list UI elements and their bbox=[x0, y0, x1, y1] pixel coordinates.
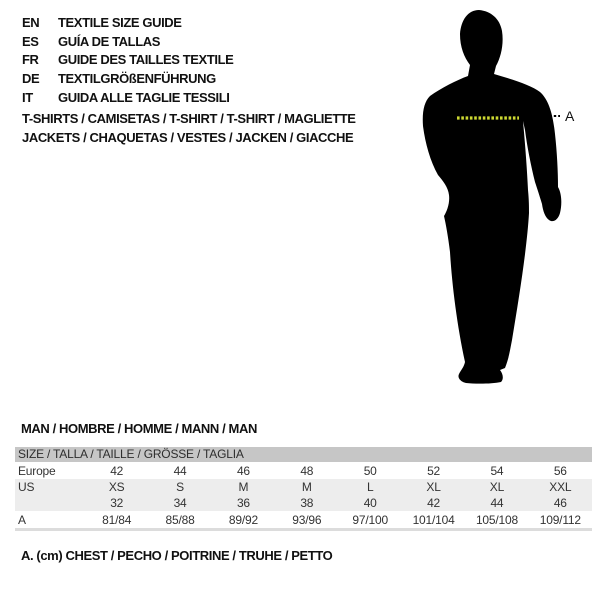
cell: 46 bbox=[553, 496, 567, 510]
table-row-chest bbox=[15, 511, 592, 528]
language-code: EN bbox=[22, 14, 40, 30]
figure-man bbox=[400, 0, 600, 400]
cell: 109/112 bbox=[539, 512, 581, 527]
language-code: ES bbox=[22, 33, 39, 49]
cell: 54 bbox=[490, 463, 504, 478]
cell: 44 bbox=[490, 496, 504, 510]
size-table-header: SIZE / TALLA / TAILLE / GRÖSSE / TAGLIA bbox=[15, 447, 592, 462]
language-title: TEXTILGRÖßENFÜHRUNG bbox=[58, 70, 216, 86]
cell: 36 bbox=[236, 496, 250, 510]
cell: 46 bbox=[236, 463, 250, 478]
language-title: GUIDE DES TAILLES TEXTILE bbox=[58, 52, 234, 68]
cell: XL bbox=[489, 480, 505, 494]
cell: 101/104 bbox=[412, 512, 455, 527]
cell: 85/88 bbox=[165, 512, 195, 527]
cell: 42 bbox=[110, 463, 124, 478]
man-silhouette-svg bbox=[400, 0, 600, 400]
size-table bbox=[15, 447, 592, 531]
section-title-man: MAN / HOMBRE / HOMME / MANN / MAN bbox=[21, 421, 257, 436]
language-row bbox=[22, 88, 233, 107]
cell: M bbox=[238, 480, 249, 494]
language-code: DE bbox=[22, 70, 40, 86]
man-silhouette bbox=[423, 10, 562, 384]
cell: M bbox=[301, 480, 312, 494]
language-title: TEXTILE SIZE GUIDE bbox=[58, 14, 182, 30]
language-row bbox=[22, 13, 233, 32]
cell: XXL bbox=[549, 480, 572, 494]
cell: 105/108 bbox=[475, 512, 518, 527]
language-row bbox=[22, 50, 233, 69]
language-title: GUÍA DE TALLAS bbox=[58, 33, 161, 49]
language-list bbox=[22, 13, 233, 106]
table-row-europe bbox=[15, 462, 592, 479]
product-line-tshirts: T-SHIRTS / CAMISETAS / T-SHIRT / T-SHIRT / MAGLIETTE bbox=[22, 111, 356, 126]
cell: 56 bbox=[553, 463, 567, 478]
cell: 44 bbox=[173, 463, 187, 478]
table-row-us bbox=[15, 479, 592, 495]
cell: XL bbox=[426, 480, 441, 494]
cell: 89/92 bbox=[228, 512, 258, 527]
cell: 34 bbox=[173, 496, 187, 510]
cell: 40 bbox=[363, 496, 377, 510]
product-line-jackets: JACKETS / CHAQUETAS / VESTES / JACKEN / GIACCHE bbox=[22, 129, 354, 145]
product-categories bbox=[22, 110, 356, 147]
language-title: GUIDA ALLE TAGLIE TESSILI bbox=[58, 89, 230, 105]
row-label: Europe bbox=[18, 463, 56, 478]
measure-label-a: A bbox=[565, 108, 575, 124]
cell: 42 bbox=[427, 496, 441, 510]
cell: XS bbox=[108, 480, 125, 494]
cell: 38 bbox=[300, 496, 314, 510]
language-row bbox=[22, 69, 233, 88]
table-row-numeric bbox=[15, 495, 592, 511]
cell: S bbox=[176, 480, 184, 494]
cell: 97/100 bbox=[352, 512, 388, 527]
cell: 81/84 bbox=[102, 512, 132, 527]
cell: 93/96 bbox=[292, 512, 322, 527]
cell: 52 bbox=[427, 463, 441, 478]
measurement-footnote: A. (cm) CHEST / PECHO / POITRINE / TRUHE / PETTO bbox=[21, 548, 333, 563]
cell: 32 bbox=[110, 496, 124, 510]
cell: 48 bbox=[300, 463, 314, 478]
row-label: US bbox=[18, 480, 35, 494]
language-row bbox=[22, 32, 233, 51]
language-code: IT bbox=[22, 89, 33, 105]
language-code: FR bbox=[22, 52, 39, 68]
cell: L bbox=[366, 480, 374, 494]
cell: 50 bbox=[363, 463, 377, 478]
row-label: A bbox=[18, 512, 26, 527]
